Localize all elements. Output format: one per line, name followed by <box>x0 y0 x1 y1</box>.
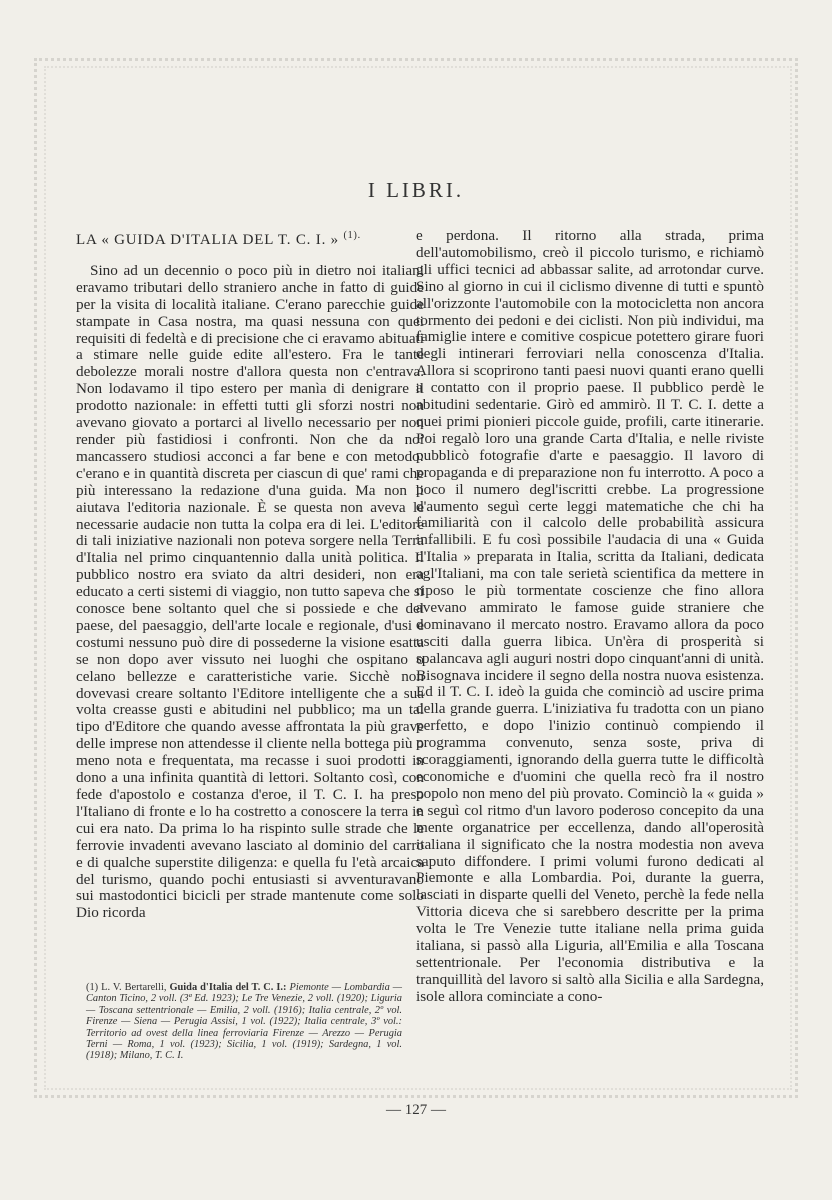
footnote-works: Piemonte — Lombardia — Canton Ticino, 2 voll. (3ª Ed. 1923); Le Tre Venezie, 2 voll. (1920); Liguria — Toscana settentrionale — Emilia, 2 voll. (1916); Italia centrale, 2º vol. Firenze — Siena — Perugia Assisi, 1 vol. (1922); Italia centrale, 3º vol.: Territorio ad ovest della linea ferroviaria Firenze — Arezzo — Perugia Terni — Roma, 1 vol. (1923); Sicilia, 1 vol. (1919); Sardegna, 1 vol. (1918); Milano, T. C. I. <box>86 982 402 1062</box>
article-title-text: LA « GUIDA D'ITALIA DEL T. C. I. » <box>76 232 339 248</box>
footnote-marker: (1) L. V. Bertarelli, <box>86 982 167 993</box>
left-column-text: Sino ad un decennio o poco più in dietro noi italiani eravamo tributari dello straniero anche in fatto di guide per la visita di località italiane. C'erano parecchie guide stampate in Casa nostra, ma quasi nessuna con quei requisiti di fedeltà e di precisione che ci eravamo abituati a stimare nelle guide edite all'estero. Fra le tante debolezze morali nostre d'allora questa non c'entrava. Non lodavamo il tipo estero per manìa di denigrare il prodotto nazionale: in effetti tutti gli sforzi nostri non avevano giovato a portarci al livello necessario per non render più fastidiosi i confronti. Non che da noi mancassero studiosi acconci a far bene e con metodo: c'erano e in quantità discreta per ciascun di que' rami che più interessano la redazione d'una guida. Ma non li aiutava l'editoria nazionale. È se questa non aveva le necessarie audacie non tutta la colpa era di lei. L'editore di tali iniziative nazionali non poteva sorgere nella Terra d'Italia nel primo cinquantennio dalla unità politica. Il pubblico nostro era sviato da altri desideri, non era educato a certi sistemi di viaggio, non tutto sapeva che si conosce bene soltanto quel che si possiede e che del paese, del paesaggio, dell'arte locale e regionale, d'usi e costumi nessuno può dire di possederne la visione esatta se non dopo aver vissuto nei luoghi che ospitano o celano bellezze e caratteristiche varie. Sicchè non dovevasi creare soltanto l'Editore intelligente che a sua volta creasse gusti e abitudini nel pubblico; ma un tal tipo d'Editore che quando avesse affrontata la più grave delle imprese non attendesse il cliente nella bottega più o meno nota e frequentata, ma recasse i suoi prodotti in dono a una infinita quantità di lettori. Soltanto così, con fede d'apostolo e costanza d'eroe, il T. C. I. ha preso l'Italiano di fronte e lo ha costretto a conoscere la terra in cui era nato. Da prima lo ha rispinto sulle strade che le ferrovie invadenti avevano lasciato al dominio del carro e di qualche superstite diligenza: e quella fu l'età arcaica del turismo, quando pochi entusiasti si avventuravano sui mastodontici bicicli per strade mantenute come solo Dio ricorda <box>76 261 424 922</box>
left-column <box>76 228 424 988</box>
footnote-reference: (1). <box>343 230 361 241</box>
right-column <box>416 227 764 1005</box>
article-title <box>76 228 424 249</box>
section-heading: I LIBRI. <box>367 178 465 202</box>
footnote-title: Guida d'Italia del T. C. I.: <box>169 982 287 993</box>
right-column-text: e perdona. Il ritorno alla strada, prima dell'automobilismo, creò il piccolo turismo, e richiamò gli uffici tecnici ad abbassar salite, ad arrotondar curve. Sino al giorno in cui il ciclismo divenne di tutti e spuntò all'orizzonte l'automobile con la motocicletta non ancora tormento dei pedoni e dei ciclisti. Non più individui, ma famiglie intere e comitive cospicue potettero girare fuori degli intinerari ferroviari nella conoscenza d'Italia. Allora si scoprirono tanti paesi nuovi quanti erano quelli a contatto con il proprio paese. Il pubblico perdè le abitudini sedentarie. Girò ed ammirò. Il T. C. I. dette a quei primi pionieri piccole guide, profili, carte itinerarie. Poi regalò loro una grande Carta d'Italia, e nelle riviste pubblicò fotografie d'arte e paesaggio. Il lavoro di propaganda e di preparazione non fu interrotto. A poco a poco il numero degl'iscritti crebbe. La progressione d'aumento seguì certe leggi matematiche che chi ha familiarità con il calcolo delle probabilità assicura infallibili. E fu così possibile l'audacia di una « Guida d'Italia » preparata in Italia, scritta da Italiani, dedicata agl'Italiani, ma con tale serietà scientifica da mettere in riposo le più tormentate coscienze che fino allora avevano ammirato le famose guide straniere che dominavano il mercato nostro. Eravamo allora da poco usciti dalla guerra libica. Un'èra di prosperità si spalancava agli auguri nostri dopo cinquant'anni di unità. Bisognava incidere il segno della nostra nuova esistenza. Ed il T. C. I. ideò la guida che cominciò ad uscire prima della grande guerra. L'iniziativa fu tradotta con un piano perfetto, e dopo l'inizio continuò compiendo il programma convenuto, senza soste, priva di scoraggiamenti, ignorando della guerra tutte le difficoltà economiche e d'uomini che quella recò fra il nostro popolo non meno del più provato. Cominciò la « guida » e seguì col ritmo d'un lavoro poderoso concepito da una mente organatrice per eccellenza, dando all'operosità italiana il significato che la nostra modestia non aveva saputo diffondere. I primi volumi furono dedicati al Piemonte e alla Lombardia. Poi, durante la guerra, lasciati in disparte quelli del Veneto, perchè la fede nella Vittoria diceva che si sarebbero descritte per la prima volta le Tre Venezie tutte italiane nella prima guida italiana, si passò alla Liguria, all'Emilia e alla Toscana settentrionale. Per l'economia distributiva e la tranquillità del lavoro si saltò alla Sicilia e alla Sardegna, isole allora cominciate a cono- <box>416 227 764 1005</box>
footnote <box>86 982 402 1062</box>
page-number: — 127 — <box>386 1102 446 1118</box>
